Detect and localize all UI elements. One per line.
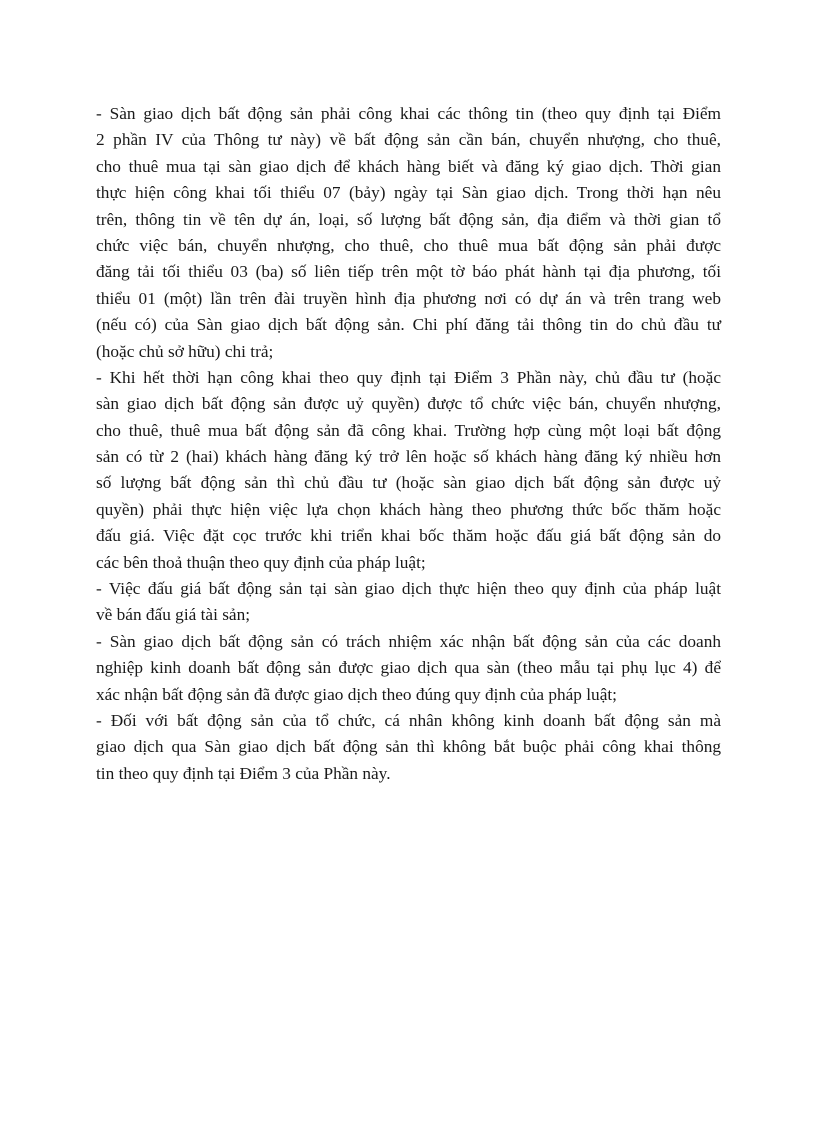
text-line: sàn giao dịch bất động sản được uỷ quyền) được tổ chức việc bán, chuyển nhượng, — [96, 394, 721, 414]
text-line: - Khi hết thời hạn công khai theo quy định tại Điểm 3 Phần này, chủ đầu tư (hoặc — [96, 367, 721, 387]
paragraph-public-disclosure — [96, 101, 721, 365]
text-line: về bán đấu giá tài sản; — [96, 605, 251, 625]
text-line: cho thuê, thuê mua bất động sản đã công khai. Trường hợp cùng một loại bất động — [96, 420, 721, 440]
text-line: thực hiện công khai tối thiểu 07 (bảy) ngày tại Sàn giao dịch. Trong thời hạn nêu — [96, 183, 721, 203]
text-line: số lượng bất động sản thì chủ đầu tư (hoặc sàn giao dịch bất động sản được uỷ — [96, 473, 721, 493]
text-line: - Sàn giao dịch bất động sản phải công khai các thông tin (theo quy định tại Điểm — [96, 104, 721, 123]
text-line: tin theo quy định tại Điểm 3 của Phần này. — [96, 763, 391, 783]
text-line: - Việc đấu giá bất động sản tại sàn giao dịch thực hiện theo quy định của pháp luật — [96, 579, 721, 599]
paragraph-after-disclosure — [96, 365, 721, 576]
text-line: - Sàn giao dịch bất động sản có trách nhiệm xác nhận bất động sản của các doanh — [96, 631, 721, 651]
text-line: các bên thoả thuận theo quy định của pháp luật; — [96, 552, 426, 572]
text-line: (hoặc chủ sở hữu) chi trả; — [96, 341, 274, 361]
text-line: 2 phần IV của Thông tư này) về bất động sản cần bán, chuyển nhượng, cho thuê, — [96, 130, 721, 150]
text-line: đấu giá. Việc đặt cọc trước khi triển khai bốc thăm hoặc đấu giá bất động sản do — [96, 526, 721, 546]
text-line: cho thuê mua tại sàn giao dịch để khách hàng biết và đăng ký giao dịch. Thời gian — [96, 156, 721, 176]
text-line: nghiệp kinh doanh bất động sản được giao dịch qua sàn (theo mẫu tại phụ lục 4) để — [96, 658, 721, 678]
text-line: chức việc bán, chuyển nhượng, cho thuê, cho thuê mua bất động sản phải được — [96, 235, 721, 255]
text-line: trên, thông tin về tên dự án, loại, số lượng bất động sản, địa điểm và thời gian tổ — [96, 209, 721, 229]
text-line: thiểu 01 (một) lần trên đài truyền hình địa phương nơi có dự án và trên trang web — [96, 288, 721, 308]
text-line: quyền) phải thực hiện việc lựa chọn khách hàng theo phương thức bốc thăm hoặc — [96, 499, 721, 519]
document-body — [96, 101, 721, 787]
text-line: xác nhận bất động sản đã được giao dịch theo đúng quy định của pháp luật; — [96, 684, 617, 704]
text-line: - Đối với bất động sản của tổ chức, cá nhân không kinh doanh bất động sản mà — [96, 710, 721, 730]
paragraph-auction — [96, 576, 721, 629]
text-line: sản có từ 2 (hai) khách hàng đăng ký trở lên hoặc số khách hàng đăng ký nhiều hơn — [96, 447, 721, 467]
text-line: giao dịch qua Sàn giao dịch bất động sản thì không bắt buộc phải công khai thông — [96, 737, 721, 757]
text-line: (nếu có) của Sàn giao dịch bất động sản. Chi phí đăng tải thông tin do chủ đầu tư — [96, 315, 721, 335]
paragraph-confirmation — [96, 629, 721, 708]
paragraph-non-business — [96, 708, 721, 787]
text-line: đăng tải tối thiểu 03 (ba) số liên tiếp trên một tờ báo phát hành tại địa phương, tối — [96, 262, 721, 282]
